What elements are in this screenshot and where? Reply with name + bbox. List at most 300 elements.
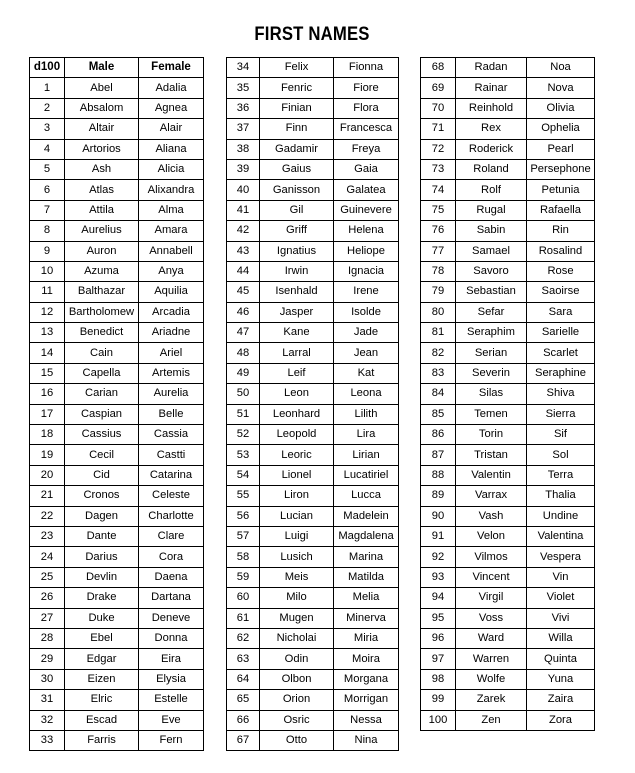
table-row — [227, 486, 399, 506]
roll-number-cell: 28 — [30, 628, 65, 648]
female-name-cell: Donna — [139, 628, 204, 648]
female-name-cell: Miria — [334, 628, 399, 648]
table-row — [227, 180, 399, 200]
table-row — [421, 261, 595, 281]
roll-number-cell: 46 — [227, 302, 260, 322]
female-name-cell: Fiore — [334, 78, 399, 98]
male-name-cell: Leonhard — [260, 404, 334, 424]
table-row — [30, 588, 204, 608]
table-row — [30, 384, 204, 404]
female-name-cell: Freya — [334, 139, 399, 159]
female-name-cell: Saoirse — [527, 282, 595, 302]
male-name-cell: Leif — [260, 363, 334, 383]
male-name-cell: Carian — [65, 384, 139, 404]
male-name-cell: Sebastian — [456, 282, 527, 302]
male-name-cell: Kane — [260, 323, 334, 343]
male-name-cell: Leon — [260, 384, 334, 404]
roll-number-cell: 31 — [30, 690, 65, 710]
roll-number-cell: 48 — [227, 343, 260, 363]
roll-number-cell: 43 — [227, 241, 260, 261]
header-d100: d100 — [30, 58, 65, 78]
male-name-cell: Finian — [260, 98, 334, 118]
male-name-cell: Eizen — [65, 669, 139, 689]
female-name-cell: Ignacia — [334, 261, 399, 281]
roll-number-cell: 89 — [421, 486, 456, 506]
roll-number-cell: 57 — [227, 526, 260, 546]
male-name-cell: Vilmos — [456, 547, 527, 567]
male-name-cell: Devlin — [65, 567, 139, 587]
table-row — [227, 649, 399, 669]
table-row — [421, 221, 595, 241]
female-name-cell: Madelein — [334, 506, 399, 526]
male-name-cell: Rugal — [456, 200, 527, 220]
table-row — [421, 669, 595, 689]
male-name-cell: Felix — [260, 58, 334, 78]
roll-number-cell: 74 — [421, 180, 456, 200]
roll-number-cell: 97 — [421, 649, 456, 669]
table-row — [421, 445, 595, 465]
female-name-cell: Leona — [334, 384, 399, 404]
male-name-cell: Vash — [456, 506, 527, 526]
male-name-cell: Silas — [456, 384, 527, 404]
table-row — [30, 730, 204, 750]
table-row — [421, 608, 595, 628]
table-row — [30, 425, 204, 445]
roll-number-cell: 51 — [227, 404, 260, 424]
roll-number-cell: 90 — [421, 506, 456, 526]
female-name-cell: Artemis — [139, 363, 204, 383]
male-name-cell: Fenric — [260, 78, 334, 98]
roll-number-cell: 9 — [30, 241, 65, 261]
female-name-cell: Heliope — [334, 241, 399, 261]
female-name-cell: Celeste — [139, 486, 204, 506]
roll-number-cell: 38 — [227, 139, 260, 159]
female-name-cell: Minerva — [334, 608, 399, 628]
male-name-cell: Voss — [456, 608, 527, 628]
female-name-cell: Rosalind — [527, 241, 595, 261]
table-row — [421, 384, 595, 404]
female-name-cell: Helena — [334, 221, 399, 241]
roll-number-cell: 66 — [227, 710, 260, 730]
male-name-cell: Capella — [65, 363, 139, 383]
female-name-cell: Alicia — [139, 159, 204, 179]
table-row — [227, 363, 399, 383]
table-row — [227, 384, 399, 404]
table-row — [227, 78, 399, 98]
roll-number-cell: 78 — [421, 261, 456, 281]
female-name-cell: Pearl — [527, 139, 595, 159]
male-name-cell: Valentin — [456, 465, 527, 485]
table-row — [227, 323, 399, 343]
female-name-cell: Cora — [139, 547, 204, 567]
roll-number-cell: 30 — [30, 669, 65, 689]
male-name-cell: Sabin — [456, 221, 527, 241]
roll-number-cell: 6 — [30, 180, 65, 200]
female-name-cell: Alixandra — [139, 180, 204, 200]
table-row — [30, 78, 204, 98]
female-name-cell: Belle — [139, 404, 204, 424]
female-name-cell: Ophelia — [527, 119, 595, 139]
female-name-cell: Fionna — [334, 58, 399, 78]
female-name-cell: Eira — [139, 649, 204, 669]
male-name-cell: Zen — [456, 710, 527, 730]
female-name-cell: Jade — [334, 323, 399, 343]
roll-number-cell: 29 — [30, 649, 65, 669]
table-row — [227, 404, 399, 424]
female-name-cell: Arcadia — [139, 302, 204, 322]
roll-number-cell: 25 — [30, 567, 65, 587]
roll-number-cell: 42 — [227, 221, 260, 241]
male-name-cell: Absalom — [65, 98, 139, 118]
female-name-cell: Nessa — [334, 710, 399, 730]
female-name-cell: Isolde — [334, 302, 399, 322]
roll-number-cell: 37 — [227, 119, 260, 139]
male-name-cell: Rainar — [456, 78, 527, 98]
roll-number-cell: 7 — [30, 200, 65, 220]
male-name-cell: Aurelius — [65, 221, 139, 241]
male-name-cell: Warren — [456, 649, 527, 669]
female-name-cell: Violet — [527, 588, 595, 608]
roll-number-cell: 75 — [421, 200, 456, 220]
male-name-cell: Drake — [65, 588, 139, 608]
female-name-cell: Zora — [527, 710, 595, 730]
male-name-cell: Savoro — [456, 261, 527, 281]
female-name-cell: Rafaella — [527, 200, 595, 220]
male-name-cell: Virgil — [456, 588, 527, 608]
female-name-cell: Deneve — [139, 608, 204, 628]
male-name-cell: Bartholomew — [65, 302, 139, 322]
male-name-cell: Varrax — [456, 486, 527, 506]
roll-number-cell: 73 — [421, 159, 456, 179]
male-name-cell: Ash — [65, 159, 139, 179]
female-name-cell: Fern — [139, 730, 204, 750]
table-row — [227, 608, 399, 628]
roll-number-cell: 1 — [30, 78, 65, 98]
male-name-cell: Escad — [65, 710, 139, 730]
table-row — [421, 690, 595, 710]
female-name-cell: Sara — [527, 302, 595, 322]
male-name-cell: Griff — [260, 221, 334, 241]
male-name-cell: Caspian — [65, 404, 139, 424]
female-name-cell: Shiva — [527, 384, 595, 404]
male-name-cell: Odin — [260, 649, 334, 669]
male-name-cell: Vincent — [456, 567, 527, 587]
male-name-cell: Cecil — [65, 445, 139, 465]
page-title: FIRST NAMES — [254, 24, 370, 45]
female-name-cell: Elysia — [139, 669, 204, 689]
female-name-cell: Lucatiriel — [334, 465, 399, 485]
roll-number-cell: 50 — [227, 384, 260, 404]
table-row — [30, 608, 204, 628]
female-name-cell: Scarlet — [527, 343, 595, 363]
table-row — [30, 404, 204, 424]
female-name-cell: Rin — [527, 221, 595, 241]
table-row — [30, 200, 204, 220]
male-name-cell: Reinhold — [456, 98, 527, 118]
male-name-cell: Seraphim — [456, 323, 527, 343]
male-name-cell: Isenhald — [260, 282, 334, 302]
male-name-cell: Auron — [65, 241, 139, 261]
table-row — [227, 343, 399, 363]
roll-number-cell: 3 — [30, 119, 65, 139]
female-name-cell: Vespera — [527, 547, 595, 567]
male-name-cell: Gil — [260, 200, 334, 220]
male-name-cell: Serian — [456, 343, 527, 363]
male-name-cell: Leoric — [260, 445, 334, 465]
male-name-cell: Ignatius — [260, 241, 334, 261]
table-row — [227, 547, 399, 567]
roll-number-cell: 52 — [227, 425, 260, 445]
female-name-cell: Yuna — [527, 669, 595, 689]
male-name-cell: Attila — [65, 200, 139, 220]
male-name-cell: Balthazar — [65, 282, 139, 302]
roll-number-cell: 40 — [227, 180, 260, 200]
female-name-cell: Valentina — [527, 526, 595, 546]
male-name-cell: Jasper — [260, 302, 334, 322]
table-row — [421, 486, 595, 506]
female-name-cell: Morgana — [334, 669, 399, 689]
male-name-cell: Torin — [456, 425, 527, 445]
female-name-cell: Amara — [139, 221, 204, 241]
female-name-cell: Lucca — [334, 486, 399, 506]
female-name-cell: Catarina — [139, 465, 204, 485]
names-table-1 — [29, 57, 204, 751]
table-row — [421, 404, 595, 424]
female-name-cell: Nova — [527, 78, 595, 98]
header-male: Male — [65, 58, 139, 78]
table-row — [30, 506, 204, 526]
roll-number-cell: 58 — [227, 547, 260, 567]
table-row — [421, 139, 595, 159]
table-row — [421, 628, 595, 648]
male-name-cell: Milo — [260, 588, 334, 608]
roll-number-cell: 26 — [30, 588, 65, 608]
roll-number-cell: 85 — [421, 404, 456, 424]
roll-number-cell: 87 — [421, 445, 456, 465]
female-name-cell: Adalia — [139, 78, 204, 98]
male-name-cell: Velon — [456, 526, 527, 546]
male-name-cell: Darius — [65, 547, 139, 567]
female-name-cell: Terra — [527, 465, 595, 485]
table-row — [227, 526, 399, 546]
female-name-cell: Noa — [527, 58, 595, 78]
roll-number-cell: 67 — [227, 730, 260, 750]
male-name-cell: Lionel — [260, 465, 334, 485]
table-row — [227, 282, 399, 302]
table-row — [30, 119, 204, 139]
table-row — [227, 588, 399, 608]
female-name-cell: Persephone — [527, 159, 595, 179]
roll-number-cell: 63 — [227, 649, 260, 669]
female-name-cell: Magdalena — [334, 526, 399, 546]
roll-number-cell: 18 — [30, 425, 65, 445]
male-name-cell: Gadamir — [260, 139, 334, 159]
male-name-cell: Ebel — [65, 628, 139, 648]
table-row — [30, 302, 204, 322]
female-name-cell: Clare — [139, 526, 204, 546]
roll-number-cell: 19 — [30, 445, 65, 465]
roll-number-cell: 100 — [421, 710, 456, 730]
roll-number-cell: 80 — [421, 302, 456, 322]
table-row — [227, 98, 399, 118]
table-row — [227, 506, 399, 526]
roll-number-cell: 93 — [421, 567, 456, 587]
table-row — [227, 200, 399, 220]
male-name-cell: Ward — [456, 628, 527, 648]
roll-number-cell: 44 — [227, 261, 260, 281]
table-row — [227, 139, 399, 159]
female-name-cell: Seraphine — [527, 363, 595, 383]
table-row — [421, 119, 595, 139]
female-name-cell: Lira — [334, 425, 399, 445]
table-row — [421, 567, 595, 587]
female-name-cell: Sol — [527, 445, 595, 465]
roll-number-cell: 98 — [421, 669, 456, 689]
table-row — [30, 159, 204, 179]
table-row — [30, 98, 204, 118]
roll-number-cell: 11 — [30, 282, 65, 302]
roll-number-cell: 39 — [227, 159, 260, 179]
female-name-cell: Nina — [334, 730, 399, 750]
male-name-cell: Meis — [260, 567, 334, 587]
female-name-cell: Castti — [139, 445, 204, 465]
male-name-cell: Leopold — [260, 425, 334, 445]
table-row — [30, 669, 204, 689]
table-row — [30, 547, 204, 567]
roll-number-cell: 47 — [227, 323, 260, 343]
male-name-cell: Larral — [260, 343, 334, 363]
female-name-cell: Sierra — [527, 404, 595, 424]
female-name-cell: Lilith — [334, 404, 399, 424]
roll-number-cell: 2 — [30, 98, 65, 118]
table-row — [227, 425, 399, 445]
female-name-cell: Alma — [139, 200, 204, 220]
table-row — [227, 302, 399, 322]
female-name-cell: Olivia — [527, 98, 595, 118]
table-row — [421, 98, 595, 118]
female-name-cell: Irene — [334, 282, 399, 302]
roll-number-cell: 95 — [421, 608, 456, 628]
male-name-cell: Mugen — [260, 608, 334, 628]
table-row — [30, 567, 204, 587]
roll-number-cell: 4 — [30, 139, 65, 159]
roll-number-cell: 81 — [421, 323, 456, 343]
table-row — [421, 323, 595, 343]
female-name-cell: Zaira — [527, 690, 595, 710]
female-name-cell: Melia — [334, 588, 399, 608]
table-row — [421, 526, 595, 546]
table-row — [421, 282, 595, 302]
roll-number-cell: 5 — [30, 159, 65, 179]
table-row — [30, 526, 204, 546]
male-name-cell: Cain — [65, 343, 139, 363]
female-name-cell: Sif — [527, 425, 595, 445]
male-name-cell: Artorios — [65, 139, 139, 159]
male-name-cell: Atlas — [65, 180, 139, 200]
male-name-cell: Duke — [65, 608, 139, 628]
male-name-cell: Sefar — [456, 302, 527, 322]
table-row — [421, 425, 595, 445]
female-name-cell: Gaia — [334, 159, 399, 179]
roll-number-cell: 94 — [421, 588, 456, 608]
male-name-cell: Otto — [260, 730, 334, 750]
table-row — [421, 200, 595, 220]
roll-number-cell: 27 — [30, 608, 65, 628]
roll-number-cell: 36 — [227, 98, 260, 118]
roll-number-cell: 99 — [421, 690, 456, 710]
roll-number-cell: 84 — [421, 384, 456, 404]
table-row — [30, 710, 204, 730]
roll-number-cell: 92 — [421, 547, 456, 567]
table-row — [30, 139, 204, 159]
roll-number-cell: 13 — [30, 323, 65, 343]
female-name-cell: Petunia — [527, 180, 595, 200]
roll-number-cell: 34 — [227, 58, 260, 78]
roll-number-cell: 62 — [227, 628, 260, 648]
roll-number-cell: 54 — [227, 465, 260, 485]
table-header-row — [30, 58, 204, 78]
header-female: Female — [139, 58, 204, 78]
female-name-cell: Ariel — [139, 343, 204, 363]
male-name-cell: Azuma — [65, 261, 139, 281]
male-name-cell: Temen — [456, 404, 527, 424]
table-row — [30, 445, 204, 465]
table-row — [227, 690, 399, 710]
female-name-cell: Marina — [334, 547, 399, 567]
table-row — [30, 282, 204, 302]
roll-number-cell: 64 — [227, 669, 260, 689]
male-name-cell: Irwin — [260, 261, 334, 281]
female-name-cell: Kat — [334, 363, 399, 383]
male-name-cell: Lusich — [260, 547, 334, 567]
female-name-cell: Aurelia — [139, 384, 204, 404]
male-name-cell: Rolf — [456, 180, 527, 200]
table-row — [421, 159, 595, 179]
table-row — [421, 547, 595, 567]
table-row — [421, 58, 595, 78]
female-name-cell: Charlotte — [139, 506, 204, 526]
female-name-cell: Lirian — [334, 445, 399, 465]
male-name-cell: Abel — [65, 78, 139, 98]
female-name-cell: Estelle — [139, 690, 204, 710]
table-row — [421, 241, 595, 261]
roll-number-cell: 16 — [30, 384, 65, 404]
roll-number-cell: 17 — [30, 404, 65, 424]
roll-number-cell: 8 — [30, 221, 65, 241]
roll-number-cell: 72 — [421, 139, 456, 159]
table-row — [30, 465, 204, 485]
table-row — [227, 241, 399, 261]
names-table-2 — [226, 57, 399, 751]
table-row — [30, 221, 204, 241]
table-row — [227, 628, 399, 648]
female-name-cell: Galatea — [334, 180, 399, 200]
table-row — [227, 119, 399, 139]
names-table-3 — [420, 57, 595, 731]
roll-number-cell: 65 — [227, 690, 260, 710]
male-name-cell: Luigi — [260, 526, 334, 546]
roll-number-cell: 79 — [421, 282, 456, 302]
female-name-cell: Cassia — [139, 425, 204, 445]
female-name-cell: Alair — [139, 119, 204, 139]
roll-number-cell: 22 — [30, 506, 65, 526]
male-name-cell: Zarek — [456, 690, 527, 710]
table-row — [30, 323, 204, 343]
roll-number-cell: 59 — [227, 567, 260, 587]
table-row — [421, 363, 595, 383]
male-name-cell: Liron — [260, 486, 334, 506]
male-name-cell: Olbon — [260, 669, 334, 689]
